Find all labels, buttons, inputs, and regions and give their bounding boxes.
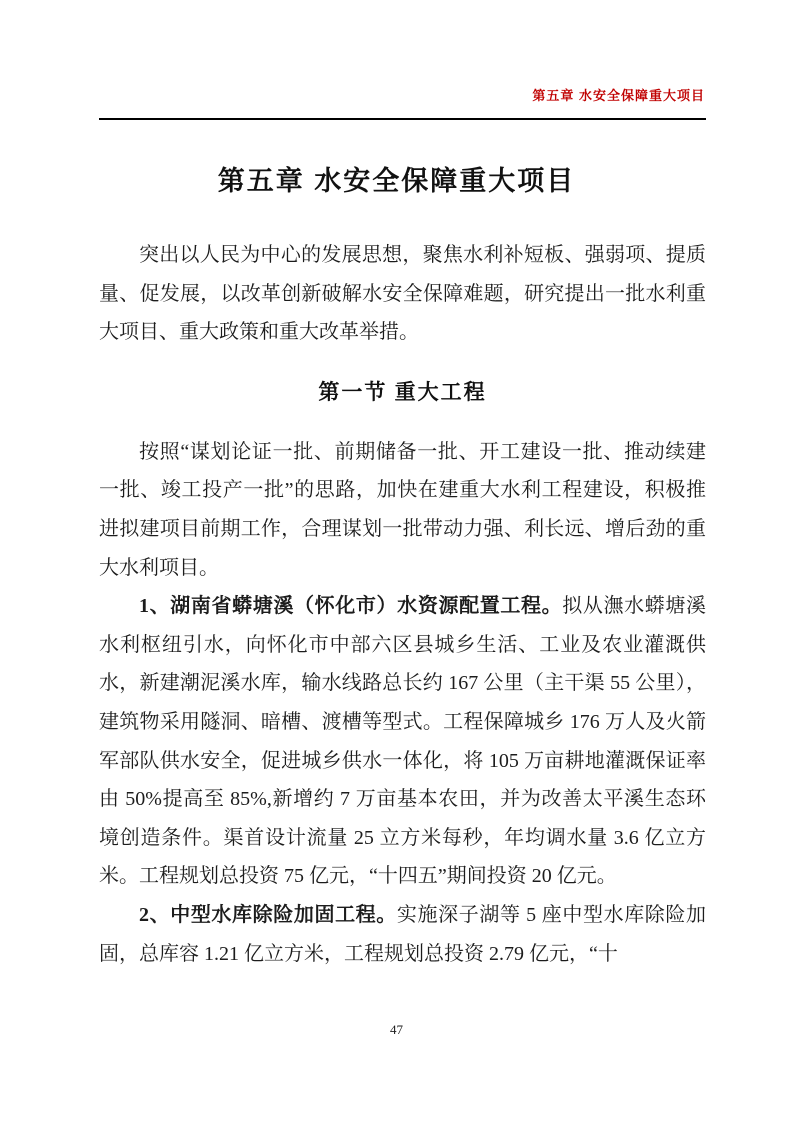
- page-number: 47: [390, 1022, 403, 1037]
- project-item-1-title: 1、湖南省蟒塘溪（怀化市）水资源配置工程。: [139, 595, 563, 618]
- header-rule: [99, 118, 706, 120]
- project-item-2: [99, 896, 706, 973]
- intro-paragraph: 突出以人民为中心的发展思想，聚焦水利补短板、强弱项、提质量、促发展，以改革创新破解水安全保障难题，研究提出一批水利重大项目、重大政策和重大改革举措。: [99, 244, 706, 344]
- page-footer: [0, 1022, 793, 1038]
- section-heading: 第一节 重大工程: [318, 379, 487, 404]
- project-item-2-title: 2、中型水库除险加固工程。: [139, 903, 397, 926]
- running-header-title: 第五章 水安全保障重大项目: [532, 88, 705, 103]
- chapter-title: 第五章 水安全保障重大项目: [217, 166, 576, 196]
- document-body: [99, 236, 706, 973]
- page-header: [0, 0, 793, 104]
- section-intro-paragraph: 按照“谋划论证一批、前期储备一批、开工建设一批、推动续建一批、竣工投产一批”的思路，加快在建重大水利工程建设，积极推进拟建项目前期工作，合理谋划一批带动力强、利长远、增后劲的重大水利项目。: [99, 440, 706, 579]
- project-item-2-body: 实施深子湖等 5 座中型水库除险加固，总库容 1.21 亿立方米，工程规划总投资 2.79 亿元，“十: [99, 903, 707, 965]
- project-item-1-body: 拟从潕水蟒塘溪水利枢纽引水，向怀化市中部六区县城乡生活、工业及农业灌溉供水，新建潮泥溪水库，输水线路总长约 167 公里（主干渠 55 公里），建筑物采用隧洞、暗槽、渡槽等型式。工程保障城乡 176 万人及火箭军部队供水安全，促进城乡供水一体化，将 105 万亩耕地灌溉保证率由 50%提高至 85%,新增约 7 万亩基本农田，并为改善太平溪生态环境创造条件。渠首设计流量 25 立方米每秒，年均调水量 3.6 亿立方米。工程规划总投资 75 亿元，“十四五”期间投资 20 亿元。: [99, 595, 707, 888]
- project-item-1: [99, 587, 706, 896]
